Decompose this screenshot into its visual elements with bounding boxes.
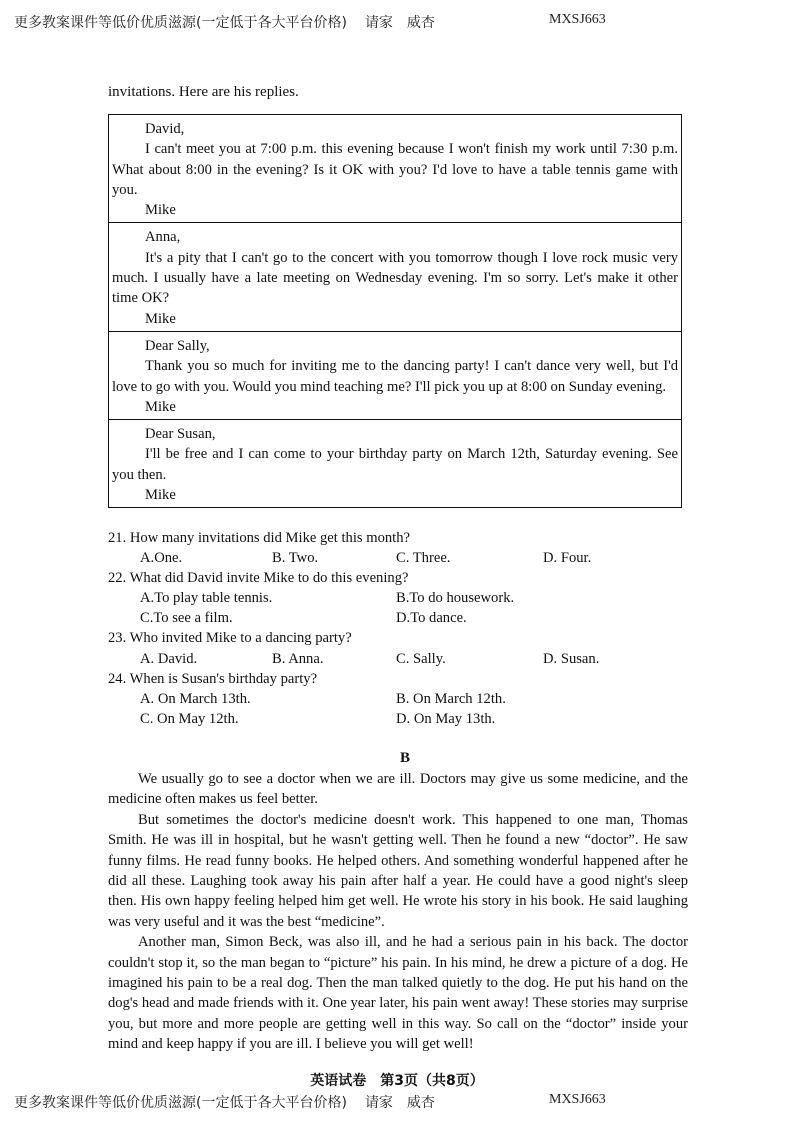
- option: D. Susan.: [543, 650, 600, 667]
- banner-teacher: 请家 威杏: [364, 15, 435, 31]
- banner-text: 更多教案课件等低价优质滋源(一定低于各大平台价格): [14, 1095, 347, 1111]
- letter-sally: [109, 331, 681, 419]
- option: B. Two.: [272, 550, 319, 567]
- letters-table: [108, 114, 682, 508]
- options-row: [108, 588, 688, 608]
- letter-body: I can't meet you at 7:00 p.m. this evening because I won't finish my work until 7:30 p.m. What about 8:00 in the evening? Is it OK with you? I'd love to have a table tennis game with you.: [112, 141, 678, 198]
- option: D. On May 13th.: [396, 710, 496, 727]
- letter-david: [109, 115, 681, 222]
- option: A. On March 13th.: [140, 690, 251, 707]
- option: B. On March 12th.: [396, 690, 506, 707]
- option: C. Three.: [396, 550, 451, 567]
- top-banner: [14, 12, 794, 32]
- options-row: [108, 608, 688, 628]
- option: B. Anna.: [272, 650, 324, 667]
- options-row: [108, 649, 688, 669]
- letter-body: Thank you so much for inviting me to the dancing party! I can't dance very well, but I'd love to go with you. Would you mind teaching me? I'll pick you up at 8:00 on Sunday evening.: [112, 358, 678, 395]
- options-row: [108, 548, 688, 568]
- option: A.One.: [140, 550, 183, 567]
- bottom-banner: [14, 1092, 794, 1112]
- questions: [108, 528, 688, 729]
- letter-salutation: David,: [145, 121, 185, 137]
- option: C.To see a film.: [140, 610, 233, 627]
- option: A.To play table tennis.: [140, 590, 273, 607]
- option: C. On May 12th.: [140, 710, 239, 727]
- option: D.To dance.: [396, 610, 467, 627]
- options-row: [108, 689, 688, 709]
- banner-text: 更多教案课件等低价优质滋源(一定低于各大平台价格): [14, 15, 347, 31]
- letter-signature: Mike: [145, 310, 176, 327]
- question-stem: 23. Who invited Mike to a dancing party?: [108, 630, 352, 647]
- banner-code: MXSJ663: [549, 12, 606, 27]
- banner-teacher: 请家 威杏: [364, 1095, 435, 1111]
- page-footer: 英语试卷 第3页（共8页）: [310, 1073, 484, 1089]
- section-heading: B: [400, 750, 411, 766]
- option: B.To do housework.: [396, 590, 515, 607]
- option: A. David.: [140, 650, 198, 667]
- passage-paragraph: But sometimes the doctor's medicine doesn't work. This happened to one man, Thomas Smith. He was ill in hospital, but he wasn't getting well. Then he found a new “doctor”. He saw funny films. He read funny books. He helped others. And something wonderful happened after he did all these. Laughing took away his pain after half a year. He could have a good night's sleep then. His own happy feeling helped him get well. He wrote his story in his book. He said laughing was very useful and it was the best “medicine”.: [108, 811, 688, 930]
- reading-passage: [108, 769, 688, 1055]
- letter-anna: [109, 222, 681, 330]
- option: C. Sally.: [396, 650, 446, 667]
- question-stem: 22. What did David invite Mike to do this evening?: [108, 570, 409, 587]
- option: D. Four.: [543, 550, 592, 567]
- letter-body: It's a pity that I can't go to the concert with you tomorrow though I love rock music very much. I usually have a late meeting on Wednesday evening. I'm so sorry. Let's make it other time OK?: [112, 249, 678, 307]
- question-stem: 21. How many invitations did Mike get this month?: [108, 530, 410, 546]
- letter-salutation: Anna,: [145, 229, 181, 246]
- letter-salutation: Dear Sally,: [145, 337, 210, 354]
- letter-susan: [109, 419, 681, 507]
- letter-signature: Mike: [145, 202, 176, 219]
- lead-sentence: invitations. Here are his replies.: [108, 84, 299, 100]
- letter-salutation: Dear Susan,: [145, 426, 216, 443]
- letter-signature: Mike: [145, 487, 176, 504]
- passage-paragraph: We usually go to see a doctor when we are ill. Doctors may give us some medicine, and the medicine often makes us feel better.: [108, 771, 688, 808]
- passage-paragraph: Another man, Simon Beck, was also ill, and he had a serious pain in his back. The doctor couldn't stop it, so the man began to “picture” his pain. In his mind, he drew a picture of a dog. He imagined his pain to be a real dog. Then the man talked quietly to the dog. He put his hand on the dog's head and made friends with it. One year later, his pain went away! These stories may surprise you, but more and more people are getting well in this way. So call on the “doctor” inside your mind and keep happy if you are ill. I believe you will get well!: [108, 934, 688, 1053]
- options-row: [108, 709, 688, 729]
- banner-code: MXSJ663: [549, 1092, 606, 1107]
- question-stem: 24. When is Susan's birthday party?: [108, 670, 318, 687]
- letter-body: I'll be free and I can come to your birthday party on March 12th, Saturday evening. See you then.: [112, 446, 678, 483]
- letter-signature: Mike: [145, 398, 176, 415]
